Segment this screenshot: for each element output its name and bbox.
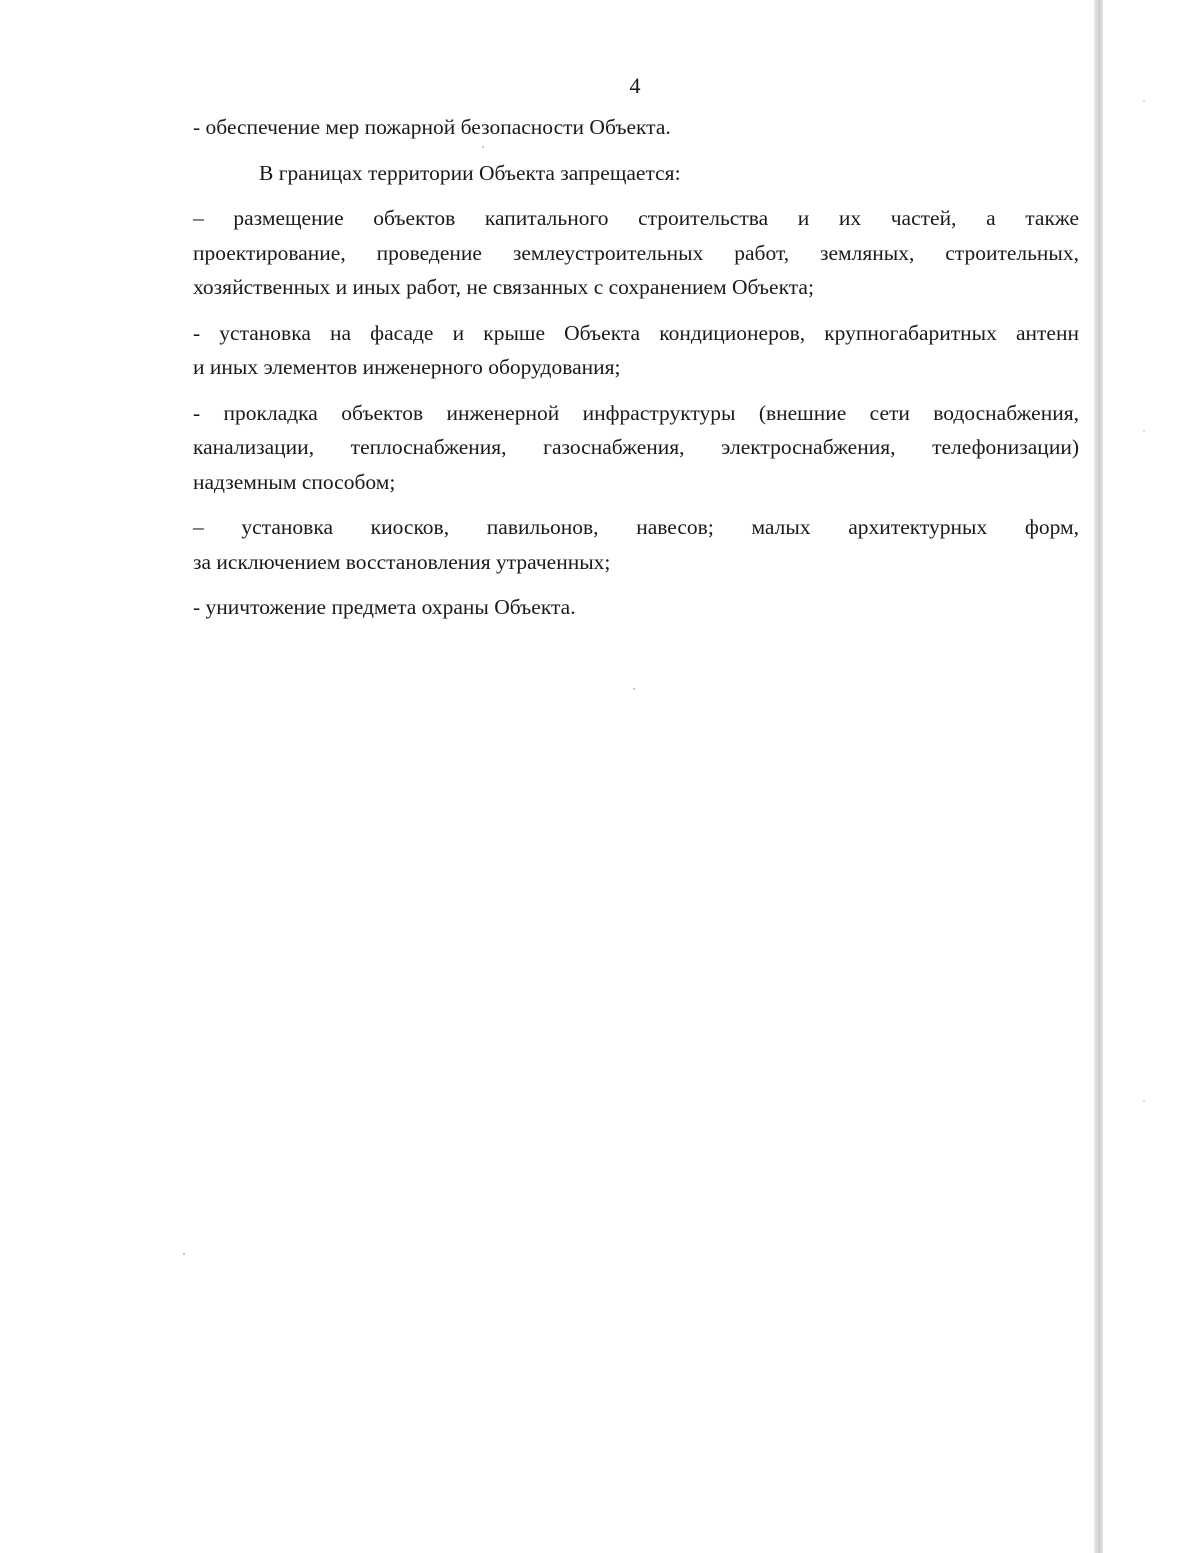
text-line: хозяйственных и иных работ, не связанных с сохранением Объекта; <box>193 275 814 299</box>
paragraph-protection-subject <box>193 590 1079 625</box>
text-line: проектирование, проведение землеустроительных работ, земляных, строительных, <box>193 240 1079 265</box>
scan-speck <box>1143 1100 1145 1102</box>
paragraph-infrastructure <box>193 396 1079 500</box>
text-line: надземным способом; <box>193 469 396 494</box>
document-body <box>193 110 1079 625</box>
scan-margin <box>1103 0 1200 1553</box>
scan-speck <box>482 146 484 148</box>
paragraph-facade-equipment <box>193 316 1079 385</box>
scan-edge <box>1094 0 1103 1553</box>
text-line: – установка киосков, павильонов, навесов; малых архитектурных форм, <box>193 515 1079 539</box>
text-line: - установка на фасаде и крыше Объекта кондиционеров, крупногабаритных антенн <box>193 320 1079 345</box>
text-line: - обеспечение мер пожарной безопасности Объекта. <box>193 115 671 139</box>
text-line: за исключением восстановления утраченных; <box>193 549 611 574</box>
scan-speck <box>1143 430 1145 432</box>
text-line: – размещение объектов капитального строительства и их частей, а также <box>193 206 1079 230</box>
scan-speck <box>1143 100 1145 102</box>
text-line: канализации, теплоснабжения, газоснабжения, электроснабжения, телефонизации) <box>193 435 1079 459</box>
scan-speck <box>183 1253 185 1255</box>
text-line: и иных элементов инженерного оборудования; <box>193 355 621 379</box>
paragraph-fire-safety <box>193 110 1079 145</box>
paragraph-prohibitions-intro <box>193 156 1079 191</box>
page-number: 4 <box>629 73 641 98</box>
text-line: - уничтожение предмета охраны Объекта. <box>193 595 576 619</box>
paragraph-construction <box>193 201 1079 305</box>
text-line: - прокладка объектов инженерной инфраструктуры (внешние сети водоснабжения, <box>193 400 1079 425</box>
scan-speck <box>633 688 635 690</box>
text-line: В границах территории Объекта запрещается: <box>259 160 681 185</box>
paragraph-kiosks <box>193 510 1079 579</box>
